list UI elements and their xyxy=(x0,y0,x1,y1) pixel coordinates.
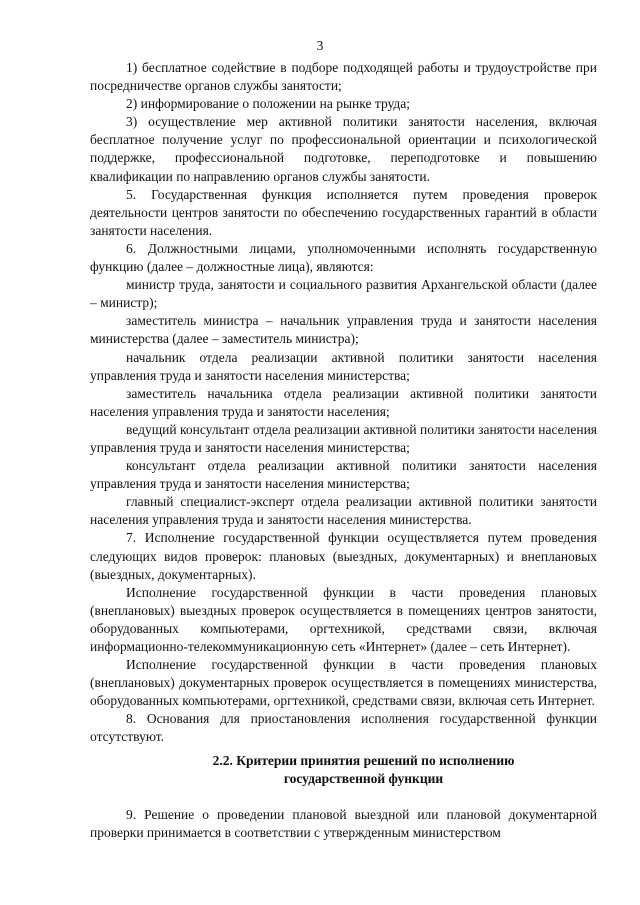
paragraph-clause-9: 9. Решение о проведении плановой выездной или плановой документарной проверки принимается в соответствии с утвержденным министерством xyxy=(90,806,597,840)
section-heading xyxy=(90,752,597,788)
paragraph-official-department-head: начальник отдела реализации активной политики занятости населения управления труда и занятости населения министерства; xyxy=(90,349,597,383)
paragraph-item-1-free-assistance: 1) бесплатное содействие в подборе подходящей работы и трудоустройстве при посредничестве органов службы занятости; xyxy=(90,60,597,94)
page-number: 3 xyxy=(316,38,324,53)
paragraph-item-2-labor-market-info: 2) информирование о положении на рынке труда; xyxy=(126,96,411,112)
paragraph-official-chief-specialist: главный специалист-эксперт отдела реализации активной политики занятости населения управления труда и занятости населения министерства. xyxy=(90,494,597,528)
paragraph-onsite-inspections: Исполнение государственной функции в части проведения плановых (внеплановых) выездных проверок осуществляется в помещениях центров занятости, оборудованных компьютерами, оргтехникой, средствами связи, включая информационно-телекоммуникационную сеть «Интернет» (далее – сеть Интернет). xyxy=(90,584,597,654)
document-body xyxy=(90,59,597,842)
paragraph-clause-5: 5. Государственная функция исполняется путем проведения проверок деятельности центров занятости по обеспечению государственных гарантий в области занятости населения. xyxy=(90,186,597,238)
paragraph-item-3-active-policy: 3) осуществление мер активной политики занятости населения, включая бесплатное получение услуг по профессиональной ориентации и психологической поддержке, профессиональной подготовке, переподготовке и повышению квалификации по направлению органов службы занятости. xyxy=(90,114,597,184)
section-heading-line-1: 2.2. Критерии принятия решений по исполнению xyxy=(212,752,515,768)
paragraph-official-minister: министр труда, занятости и социального развития Архангельской области (далее – министр); xyxy=(90,277,597,311)
paragraph-official-deputy-minister: заместитель министра – начальник управления труда и занятости населения министерства (далее – заместитель министра); xyxy=(90,313,597,347)
paragraph-official-consultant: консультант отдела реализации активной политики занятости населения управления труда и занятости населения министерства; xyxy=(90,458,597,492)
paragraph-official-deputy-department-head: заместитель начальника отдела реализации активной политики занятости населения управления труда и занятости населения; xyxy=(90,385,597,419)
paragraph-clause-7: 7. Исполнение государственной функции осуществляется путем проведения следующих видов проверок: плановых (выездных, документарных) и внеплановых (выездных, документарных). xyxy=(90,530,597,582)
section-heading-line-2: государственной функции xyxy=(283,770,444,786)
paragraph-documentary-inspections: Исполнение государственной функции в части проведения плановых (внеплановых) документарных проверок осуществляется в помещениях министерства, оборудованных компьютерами, оргтехникой, средствами связи, включая сеть Интернет. xyxy=(90,657,597,709)
paragraph-clause-6: 6. Должностными лицами, уполномоченными исполнять государственную функцию (далее – должностные лица), являются: xyxy=(90,240,597,275)
paragraph-clause-8: 8. Основания для приостановления исполнения государственной функции отсутствуют. xyxy=(90,711,597,745)
paragraph-official-leading-consultant: ведущий консультант отдела реализации активной политики занятости населения управления труда и занятости населения министерства; xyxy=(90,421,597,455)
